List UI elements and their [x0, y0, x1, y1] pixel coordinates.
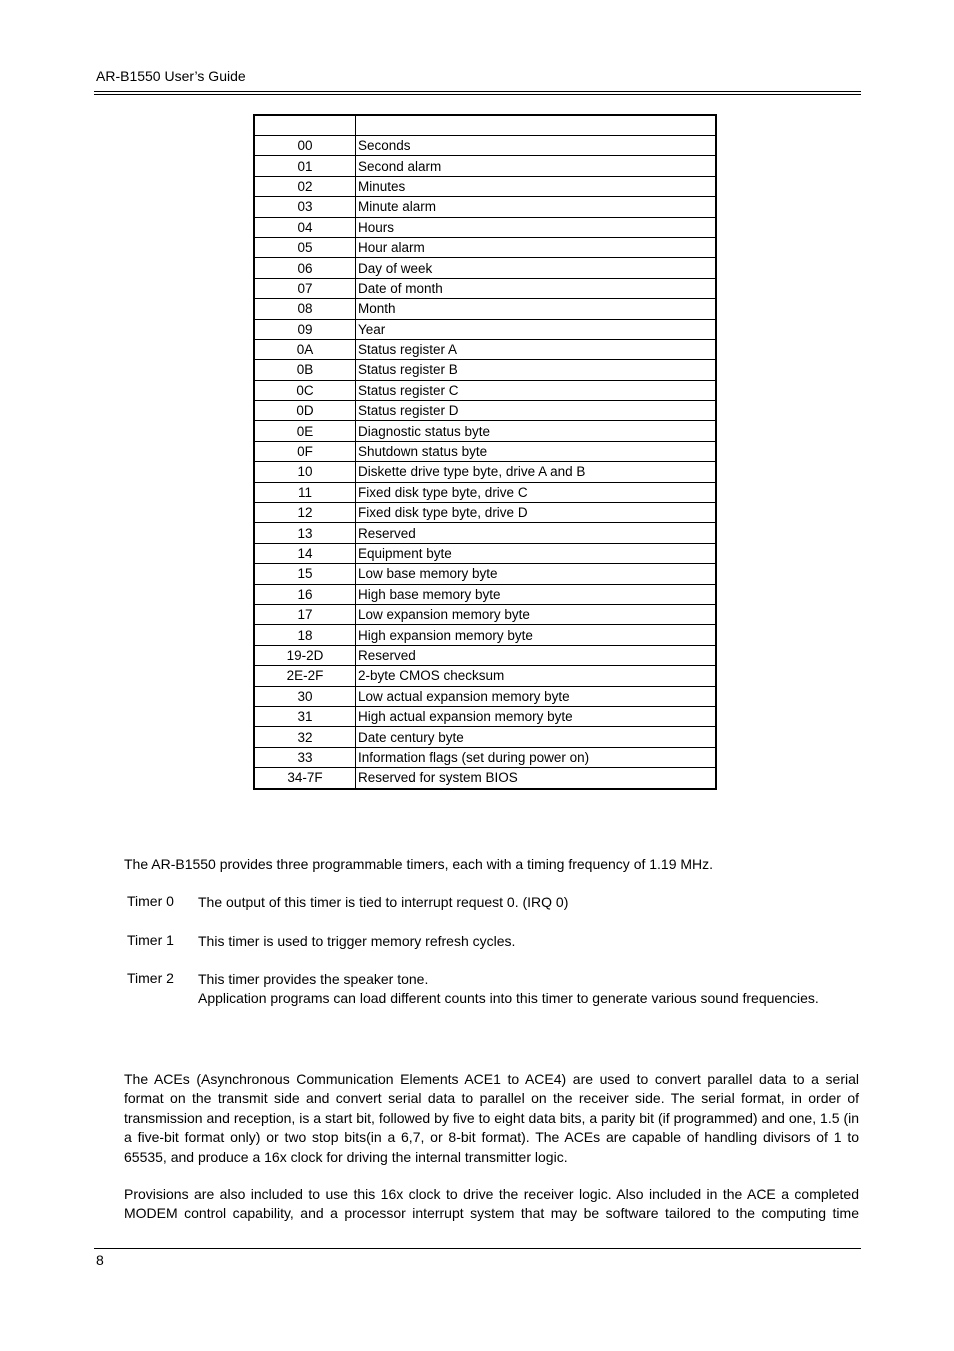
- cmos-address-cell: 0B: [254, 360, 356, 380]
- cmos-address-table: [253, 114, 717, 790]
- table-row: [254, 237, 716, 257]
- cmos-description-cell: High actual expansion memory byte: [356, 706, 717, 726]
- cmos-address-cell: 05: [254, 237, 356, 257]
- cmos-address-cell: 33: [254, 747, 356, 767]
- cmos-description-cell: Status register A: [356, 339, 717, 359]
- cmos-description-cell: Day of week: [356, 258, 717, 278]
- table-row: [254, 176, 716, 196]
- table-row: [254, 278, 716, 298]
- cmos-address-cell: 11: [254, 482, 356, 502]
- cmos-address-cell: 0F: [254, 441, 356, 461]
- cmos-description-cell: Month: [356, 299, 717, 319]
- table-row: [254, 604, 716, 624]
- footer-rule: [94, 1248, 861, 1249]
- table-row: [254, 523, 716, 543]
- table-header-row: [254, 115, 716, 136]
- cmos-address-cell: 0D: [254, 401, 356, 421]
- timer-0-text: The output of this timer is tied to interrupt request 0. (IRQ 0): [198, 894, 569, 910]
- cmos-address-cell: 17: [254, 604, 356, 624]
- cmos-description-cell: Second alarm: [356, 156, 717, 176]
- cmos-description-cell: Reserved: [356, 523, 717, 543]
- table-row: [254, 503, 716, 523]
- ace-paragraph-1: The ACEs (Asynchronous Communication Elements ACE1 to ACE4) are used to convert parallel data to a serial format on the transmit side and convert serial data to parallel on the receiver side. The serial format, in order of transmission and reception, is a start bit, followed by five to eight data bits, a parity bit (if programmed) and one, 1.5 (in a five-bit format only) or two stop bits(in a 6,7, or 8-bit format). The ACEs are capable of handling divisors of 1 to 65535, and produce a 16x clock for driving the internal transmitter logic.: [124, 1071, 859, 1165]
- cmos-description-cell: Diskette drive type byte, drive A and B: [356, 462, 717, 482]
- table-row: [254, 768, 716, 789]
- table-row: [254, 217, 716, 237]
- cmos-address-cell: 34-7F: [254, 768, 356, 789]
- cmos-address-cell: 06: [254, 258, 356, 278]
- cmos-description-cell: Shutdown status byte: [356, 441, 717, 461]
- cmos-description-cell: 2-byte CMOS checksum: [356, 666, 717, 686]
- table-row: [254, 339, 716, 359]
- cmos-address-cell: 0E: [254, 421, 356, 441]
- cmos-address-cell: 0A: [254, 339, 356, 359]
- cmos-address-cell: 12: [254, 503, 356, 523]
- table-row: [254, 299, 716, 319]
- table-row: [254, 380, 716, 400]
- table-row: [254, 197, 716, 217]
- table-row: [254, 421, 716, 441]
- table-row: [254, 543, 716, 563]
- cmos-description-cell: Fixed disk type byte, drive C: [356, 482, 717, 502]
- cmos-address-cell: 03: [254, 197, 356, 217]
- cmos-description-cell: Reserved for system BIOS: [356, 768, 717, 789]
- cmos-address-cell: 19-2D: [254, 645, 356, 665]
- cmos-address-cell: 15: [254, 564, 356, 584]
- cmos-address-cell: 31: [254, 706, 356, 726]
- cmos-description-cell: Status register C: [356, 380, 717, 400]
- table-row: [254, 441, 716, 461]
- table-row: [254, 645, 716, 665]
- cmos-description-cell: Status register D: [356, 401, 717, 421]
- table-header-address: [254, 115, 356, 136]
- cmos-address-cell: 04: [254, 217, 356, 237]
- cmos-address-cell: 0C: [254, 380, 356, 400]
- cmos-description-cell: Hour alarm: [356, 237, 717, 257]
- cmos-description-cell: Status register B: [356, 360, 717, 380]
- table-row: [254, 727, 716, 747]
- cmos-description-cell: Fixed disk type byte, drive D: [356, 503, 717, 523]
- cmos-address-cell: 02: [254, 176, 356, 196]
- cmos-description-cell: Hours: [356, 217, 717, 237]
- table-row: [254, 706, 716, 726]
- timer-2-text-line1: This timer provides the speaker tone.: [198, 971, 429, 987]
- table-row: [254, 625, 716, 645]
- cmos-address-cell: 16: [254, 584, 356, 604]
- cmos-address-cell: 30: [254, 686, 356, 706]
- header-rule-bottom: [94, 94, 861, 95]
- cmos-description-cell: Diagnostic status byte: [356, 421, 717, 441]
- cmos-address-cell: 08: [254, 299, 356, 319]
- cmos-address-cell: 13: [254, 523, 356, 543]
- ace-paragraph-2: Provisions are also included to use this 16x clock to drive the receiver logic. Also included in the ACE a completed MODEM control capability, and a processor interrupt system that may be software tailored to the computing time: [124, 1186, 859, 1222]
- cmos-address-cell: 10: [254, 462, 356, 482]
- table-row: [254, 747, 716, 767]
- cmos-description-cell: High base memory byte: [356, 584, 717, 604]
- table-row: [254, 584, 716, 604]
- cmos-description-cell: Minutes: [356, 176, 717, 196]
- table-row: [254, 666, 716, 686]
- cmos-address-cell: 14: [254, 543, 356, 563]
- cmos-description-cell: Low base memory byte: [356, 564, 717, 584]
- table-row: [254, 319, 716, 339]
- table-row: [254, 136, 716, 156]
- cmos-description-cell: Minute alarm: [356, 197, 717, 217]
- timers-intro: The AR-B1550 provides three programmable timers, each with a timing frequency of 1.19 MHz.: [124, 856, 714, 872]
- table-row: [254, 462, 716, 482]
- cmos-address-cell: 01: [254, 156, 356, 176]
- cmos-description-cell: Low actual expansion memory byte: [356, 686, 717, 706]
- timer-1-text: This timer is used to trigger memory refresh cycles.: [198, 933, 516, 949]
- table-row: [254, 401, 716, 421]
- cmos-address-cell: 09: [254, 319, 356, 339]
- cmos-description-cell: Date century byte: [356, 727, 717, 747]
- header-rule-top: [94, 91, 861, 92]
- table-row: [254, 156, 716, 176]
- timer-1-label: Timer 1: [127, 932, 174, 948]
- timer-0-label: Timer 0: [127, 893, 174, 909]
- cmos-address-cell: 18: [254, 625, 356, 645]
- table-row: [254, 258, 716, 278]
- cmos-description-cell: Equipment byte: [356, 543, 717, 563]
- table-row: [254, 482, 716, 502]
- timer-2-label: Timer 2: [127, 970, 174, 986]
- cmos-description-cell: High expansion memory byte: [356, 625, 717, 645]
- cmos-description-cell: Low expansion memory byte: [356, 604, 717, 624]
- cmos-description-cell: Seconds: [356, 136, 717, 156]
- cmos-address-cell: 2E-2F: [254, 666, 356, 686]
- cmos-address-cell: 32: [254, 727, 356, 747]
- cmos-address-cell: 00: [254, 136, 356, 156]
- page-header-title: AR-B1550 User’s Guide: [96, 68, 246, 84]
- cmos-description-cell: Year: [356, 319, 717, 339]
- table-header-description: [356, 115, 717, 136]
- cmos-description-cell: Date of month: [356, 278, 717, 298]
- page-number: 8: [96, 1252, 104, 1268]
- cmos-address-cell: 07: [254, 278, 356, 298]
- cmos-description-cell: Information flags (set during power on): [356, 747, 717, 767]
- table-row: [254, 686, 716, 706]
- table-row: [254, 360, 716, 380]
- table-row: [254, 564, 716, 584]
- timer-2-text-line2: Application programs can load different counts into this timer to generate various sound frequencies.: [198, 990, 819, 1006]
- cmos-description-cell: Reserved: [356, 645, 717, 665]
